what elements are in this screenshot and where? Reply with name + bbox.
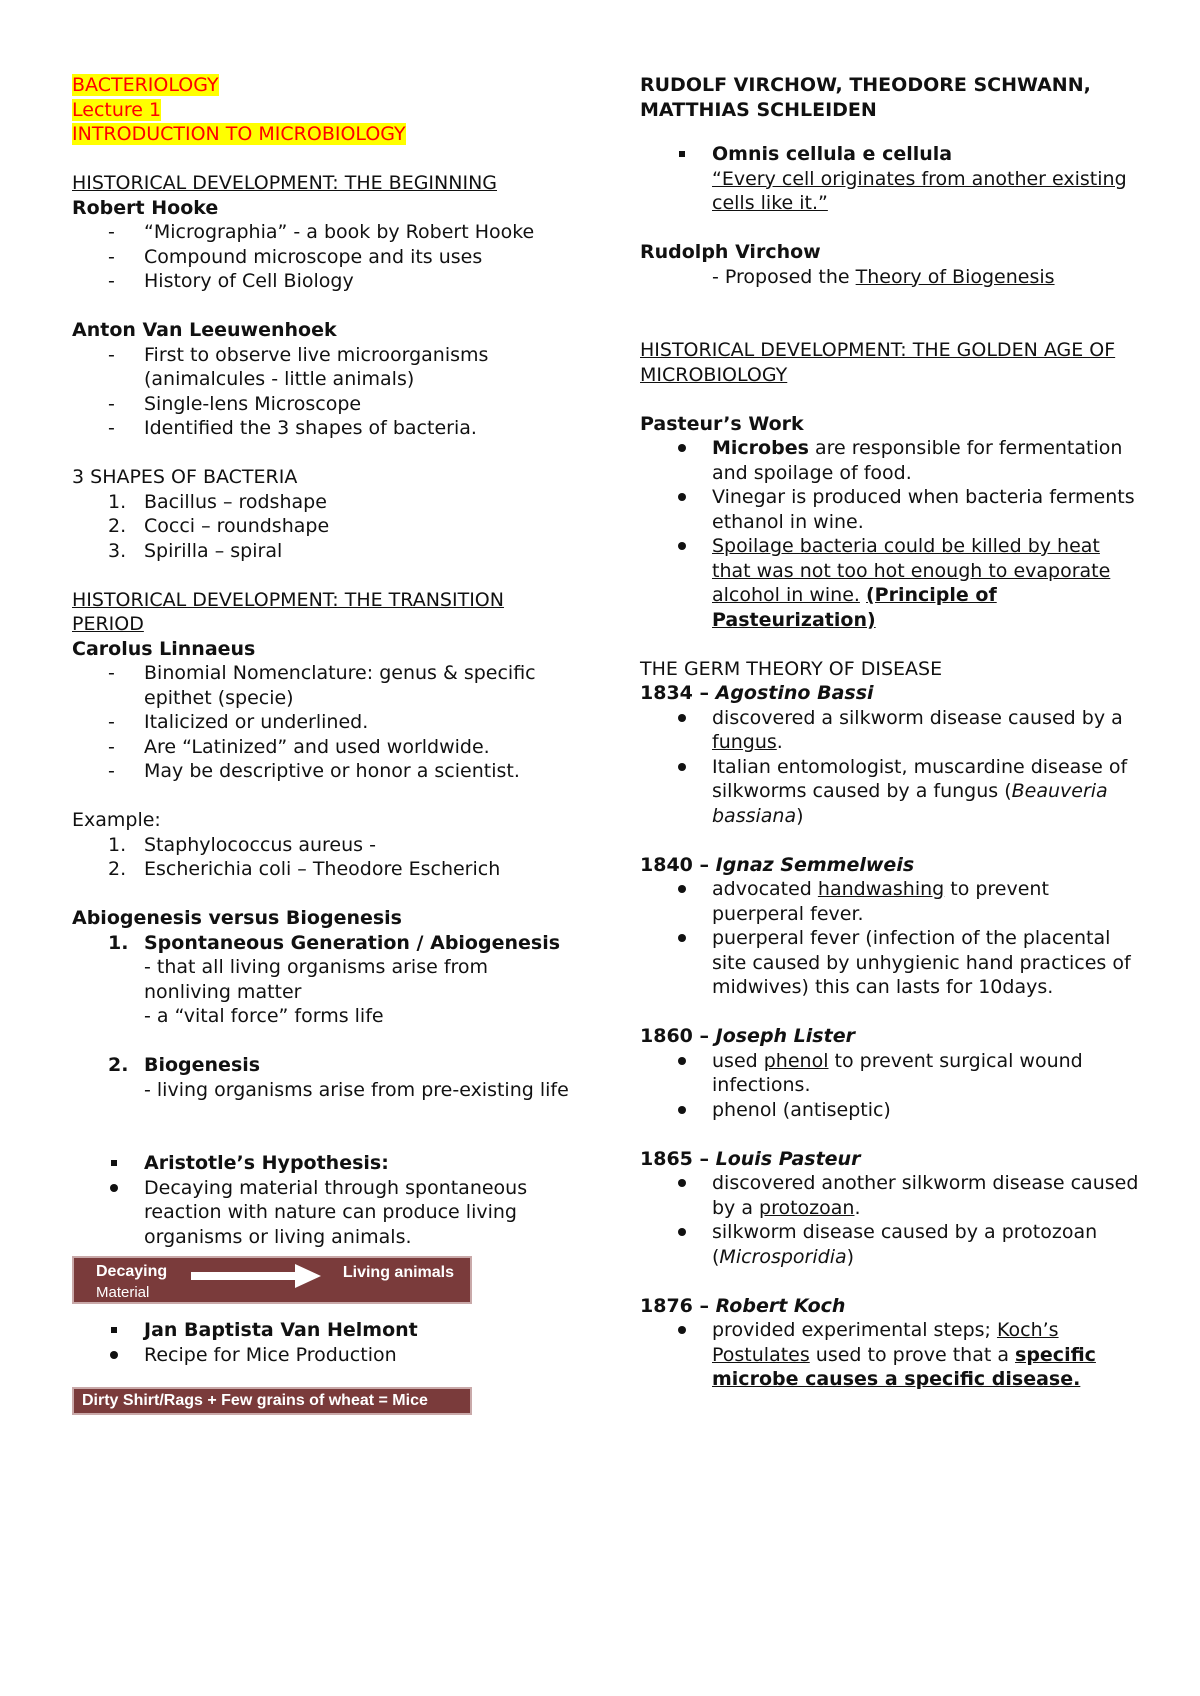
list-item: Vinegar is produced when bacteria ferments ethanol in wine. — [640, 485, 1140, 534]
list-item: Spoilage bacteria could be killed by heat that was not too hot enough to evaporate alcohol in wine. (Principle of Pasteurization) — [640, 534, 1140, 632]
list-item: 1. Bacillus – rodshape — [108, 490, 327, 513]
aristotle-list — [72, 1151, 572, 1249]
list-item: - Are “Latinized” and used worldwide. — [108, 735, 490, 758]
abiogenesis-list — [72, 931, 572, 1103]
list-item: 2. Biogenesis - living organisms arise from pre-existing life — [108, 1054, 569, 1101]
semmelweis-list — [640, 877, 1140, 1000]
leeuwenhoek-list — [72, 343, 572, 441]
bassi-heading: 1834 – Agostino Bassi — [640, 682, 874, 704]
linnaeus-list — [72, 661, 572, 784]
list-item: Decaying material through spontaneous reaction with nature can produce living organisms or living animals. — [72, 1176, 572, 1250]
example-list — [72, 833, 572, 882]
list-item: - “Micrographia” - a book by Robert Hooke — [108, 221, 535, 243]
decaying-material-banner: Decaying Material Living animals — [72, 1256, 472, 1304]
list-item: used phenol to prevent surgical wound infections. — [640, 1049, 1140, 1098]
list-item: Jan Baptista Van Helmont — [72, 1318, 572, 1343]
list-item: phenol (antiseptic) — [640, 1098, 1140, 1123]
list-item: Omnis cellula e cellula “Every cell originates from another existing cells like it.” — [640, 142, 1140, 216]
scientists-heading: RUDOLF VIRCHOW, THEODORE SCHWANN, MATTHIAS SCHLEIDEN — [640, 74, 1091, 121]
list-item: Recipe for Mice Production — [72, 1343, 572, 1368]
list-item: 1. Staphylococcus aureus - — [108, 833, 376, 856]
list-item: Aristotle’s Hypothesis: — [72, 1151, 572, 1176]
list-item: - May be descriptive or honor a scientist. — [108, 760, 520, 782]
list-item: puerperal fever (infection of the placental site caused by unhygienic hand practices of midwives) this can lasts for 10days. — [640, 926, 1140, 1000]
virchow-line: - Proposed the Theory of Biogenesis — [712, 265, 1055, 288]
shapes-heading: 3 SHAPES OF BACTERIA — [72, 466, 298, 488]
germ-theory-heading: THE GERM THEORY OF DISEASE — [640, 657, 943, 680]
linnaeus-heading: Carolus Linnaeus — [72, 637, 256, 660]
list-item: - First to observe live microorganisms (animalcules - little animals) — [108, 343, 489, 390]
list-item: - Identified the 3 shapes of bacteria. — [108, 417, 477, 439]
section-title-golden-age: HISTORICAL DEVELOPMENT: THE GOLDEN AGE OF MICROBIOLOGY — [640, 339, 1116, 386]
louis-pasteur-heading: 1865 – Louis Pasteur — [640, 1147, 861, 1170]
list-item: - History of Cell Biology — [108, 270, 354, 292]
list-item: silkworm disease caused by a protozoan (Microsporidia) — [640, 1220, 1140, 1269]
virchow-heading: Rudolph Virchow — [640, 241, 821, 263]
list-item: Microbes are responsible for fermentation and spoilage of food. — [640, 436, 1140, 485]
bassi-list — [640, 706, 1140, 829]
list-item: discovered a silkworm disease caused by a fungus. — [640, 706, 1140, 755]
pasteur-heading: Pasteur’s Work — [640, 412, 804, 435]
louis-pasteur-list — [640, 1171, 1140, 1269]
abiogenesis-heading: Abiogenesis versus Biogenesis — [72, 907, 402, 929]
list-item: - Binomial Nomenclature: genus & specific epithet (specie) — [108, 662, 536, 709]
shapes-list — [72, 490, 572, 564]
list-item: 3. Spirilla – spiral — [108, 539, 283, 562]
list-item: 2. Escherichia coli – Theodore Escherich — [108, 858, 501, 880]
list-item: - Compound microscope and its uses — [108, 245, 483, 268]
leeuwenhoek-heading: Anton Van Leeuwenhoek — [72, 319, 337, 341]
arrow-right-icon — [191, 1264, 321, 1288]
left-column — [72, 73, 572, 1415]
lecture-number: Lecture 1 — [72, 98, 162, 121]
list-item: - Single-lens Microscope — [108, 392, 362, 415]
omnis-list — [640, 142, 1140, 216]
helmont-list — [72, 1318, 572, 1367]
lister-heading: 1860 – Joseph Lister — [640, 1025, 855, 1047]
mice-recipe-banner: Dirty Shirt/Rags + Few grains of wheat = Mice — [72, 1387, 472, 1415]
list-item: Italian entomologist, muscardine disease of silkworms caused by a fungus (Beauveria bassiana) — [640, 755, 1140, 829]
section-title-beginning: HISTORICAL DEVELOPMENT: THE BEGINNING — [72, 172, 498, 194]
list-item: discovered another silkworm disease caused by a protozoan. — [640, 1171, 1140, 1220]
hooke-heading: Robert Hooke — [72, 196, 219, 219]
example-label: Example: — [72, 809, 161, 831]
doc-subtitle: INTRODUCTION TO MICROBIOLOGY — [72, 123, 406, 145]
pasteur-list — [640, 436, 1140, 632]
list-item: provided experimental steps; Koch’s Postulates used to prove that a specific microbe causes a specific disease. — [640, 1318, 1140, 1392]
hooke-list — [72, 220, 572, 294]
list-item: - Italicized or underlined. — [108, 711, 369, 733]
list-item: advocated handwashing to prevent puerperal fever. — [640, 877, 1140, 926]
list-item: 2. Cocci – roundshape — [108, 515, 330, 537]
section-title-transition: HISTORICAL DEVELOPMENT: THE TRANSITION PERIOD — [72, 588, 504, 635]
lister-list — [640, 1049, 1140, 1123]
koch-heading: 1876 – Robert Koch — [640, 1294, 846, 1317]
list-item: 1. Spontaneous Generation / Abiogenesis - that all living organisms arise from nonliving matter - a “vital force” forms life — [108, 931, 561, 1027]
right-column — [640, 73, 1140, 1392]
koch-list — [640, 1318, 1140, 1392]
doc-title: BACTERIOLOGY — [72, 74, 219, 96]
semmelweis-heading: 1840 – Ignaz Semmelweis — [640, 853, 915, 876]
